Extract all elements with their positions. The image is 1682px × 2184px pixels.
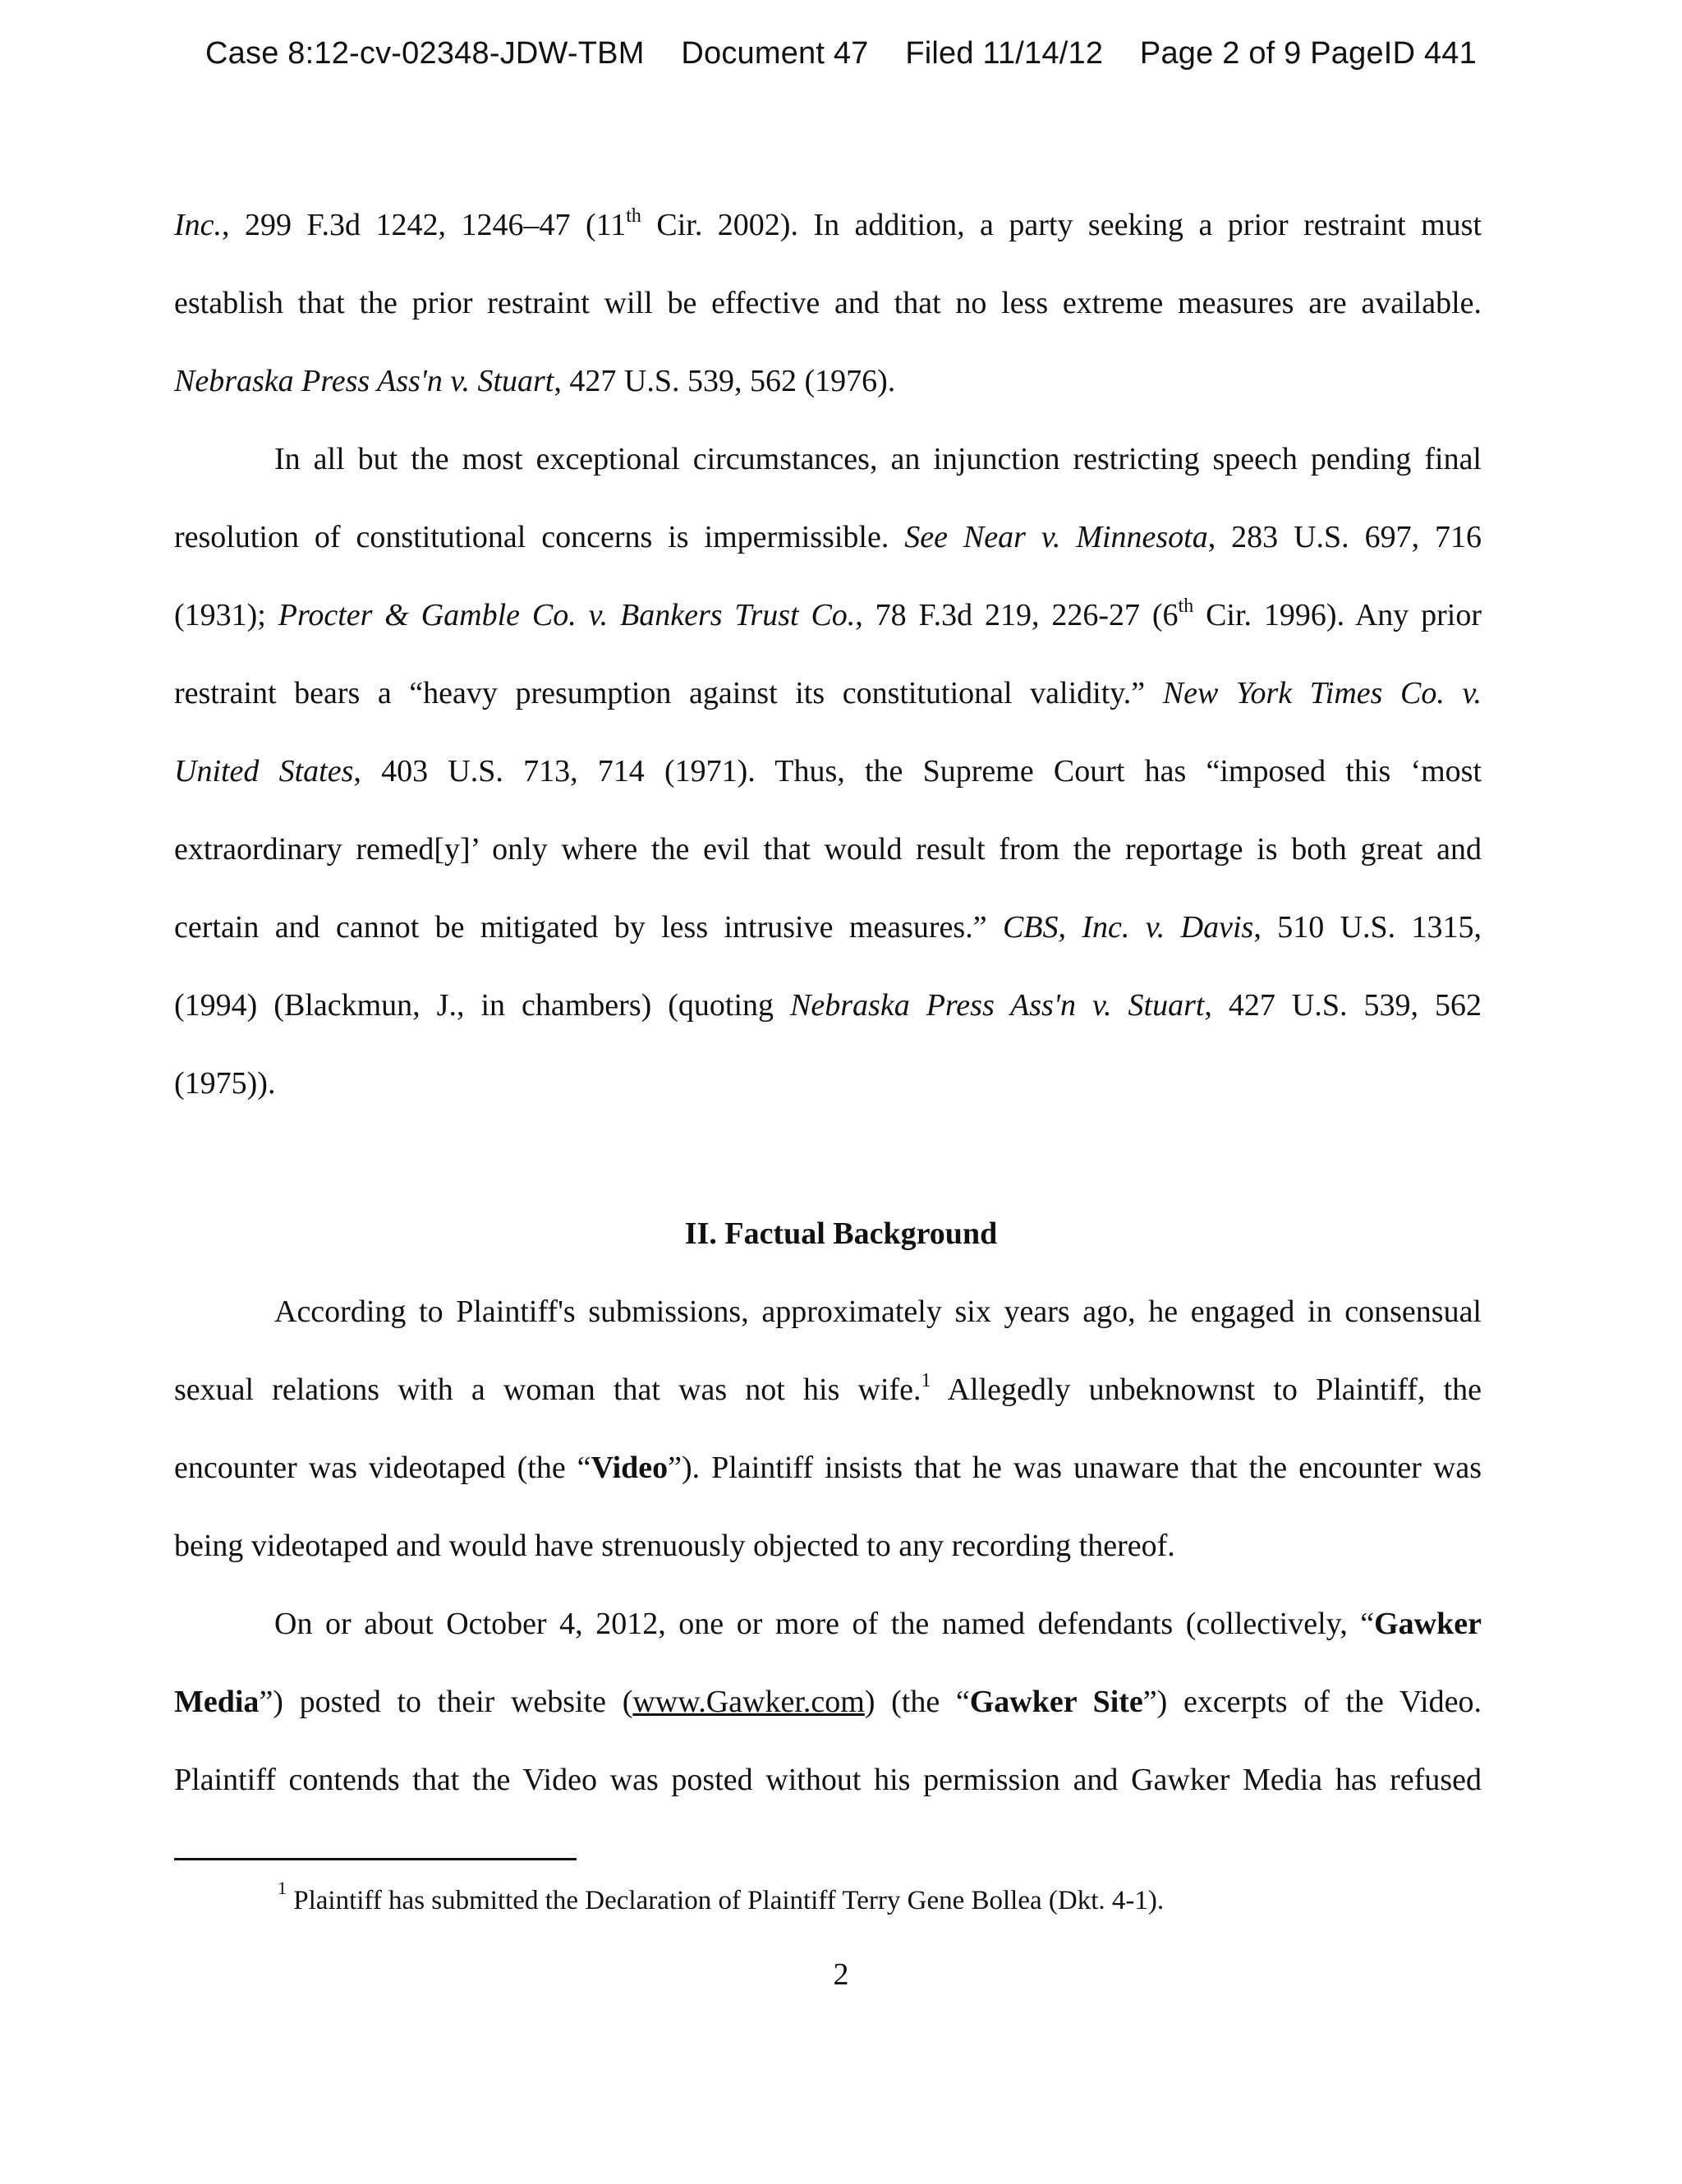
paragraph-3-line-2: sexual relations with a woman that was not his wife.$^1$ Allegedly unbeknownst to Plaintiff, the: [174, 1370, 1482, 1407]
paragraph-1-line-3: Nebraska Press Ass'n v. Stuart, 427 U.S. 539, 562 (1976).: [174, 364, 896, 398]
case-number: Case 8:12-cv-02348-JDW-TBM: [205, 36, 645, 71]
paragraph-2-line-3: (1931); Procter & Gamble Co. v. Bankers Trust Co., 78 F.3d 219, 226-27 (6th Cir. 1996). Any prior: [174, 595, 1482, 632]
paragraph-2-line-7: certain and cannot be mitigated by less intrusive measures.” CBS, Inc. v. Davis, 510 U.S. 1315,: [174, 910, 1482, 945]
footnote-marker: 1: [278, 1878, 287, 1898]
paragraph-3-line-3: encounter was videotaped (the “Video”). Plaintiff insists that he was unaware that the encounter was: [174, 1451, 1482, 1485]
page-header: [0, 36, 1682, 71]
section-heading: II. Factual Background: [684, 1216, 998, 1251]
paragraph-2-line-5: United States, 403 U.S. 713, 714 (1971). Thus, the Supreme Court has “imposed this ‘most: [174, 754, 1482, 789]
page-info: Page 2 of 9 PageID 441: [1139, 36, 1477, 71]
paragraph-2-line-9: (1975)).: [174, 1066, 276, 1101]
document-number: Document 47: [681, 36, 869, 71]
page-number: 2: [833, 1957, 849, 1992]
filed-date: Filed 11/14/12: [905, 36, 1104, 71]
paragraph-4-line-2: Media”) posted to their website (www.Gawker.com) (the “Gawker Site”) excerpts of the Video.: [174, 1685, 1482, 1719]
paragraph-2-line-1: In all but the most exceptional circumstances, an injunction restricting speech pending final: [274, 442, 1482, 476]
paragraph-3-line-1: According to Plaintiff's submissions, approximately six years ago, he engaged in consensual: [274, 1294, 1482, 1329]
paragraph-2-line-4: restraint bears a “heavy presumption against its constitutional validity.” New York Times Co. v.: [174, 676, 1482, 710]
paragraph-1-line-2: establish that the prior restraint will be effective and that no less extreme measures are available.: [174, 286, 1482, 320]
paragraph-2-line-8: (1994) (Blackmun, J., in chambers) (quoting Nebraska Press Ass'n v. Stuart, 427 U.S. 539, 562: [174, 988, 1482, 1023]
paragraph-2-line-2: resolution of constitutional concerns is impermissible. See Near v. Minnesota, 283 U.S. 697, 716: [174, 520, 1482, 554]
paragraph-4-line-3: Plaintiff contends that the Video was posted without his permission and Gawker Media has refused: [174, 1763, 1482, 1797]
footnote-reference[interactable]: 1: [921, 1370, 931, 1392]
paragraph-1-line-1: Inc., 299 F.3d 1242, 1246–47 (11th Cir. 2002). In addition, a party seeking a prior restraint must: [174, 205, 1482, 242]
footnote-text: Plaintiff has submitted the Declaration of Plaintiff Terry Gene Bollea (Dkt. 4-1).: [293, 1886, 1165, 1915]
gawker-website-link[interactable]: www.Gawker.com: [632, 1685, 865, 1719]
paragraph-3-line-4: being videotaped and would have strenuously objected to any recording thereof.: [174, 1529, 1175, 1563]
footnote-divider: [174, 1858, 577, 1860]
paragraph-4-line-1: On or about October 4, 2012, one or more of the named defendants (collectively, “Gawker: [274, 1607, 1482, 1641]
paragraph-2-line-6: extraordinary remed[y]’ only where the evil that would result from the reportage is both great and: [174, 832, 1482, 867]
footnote: [278, 1878, 1165, 1916]
